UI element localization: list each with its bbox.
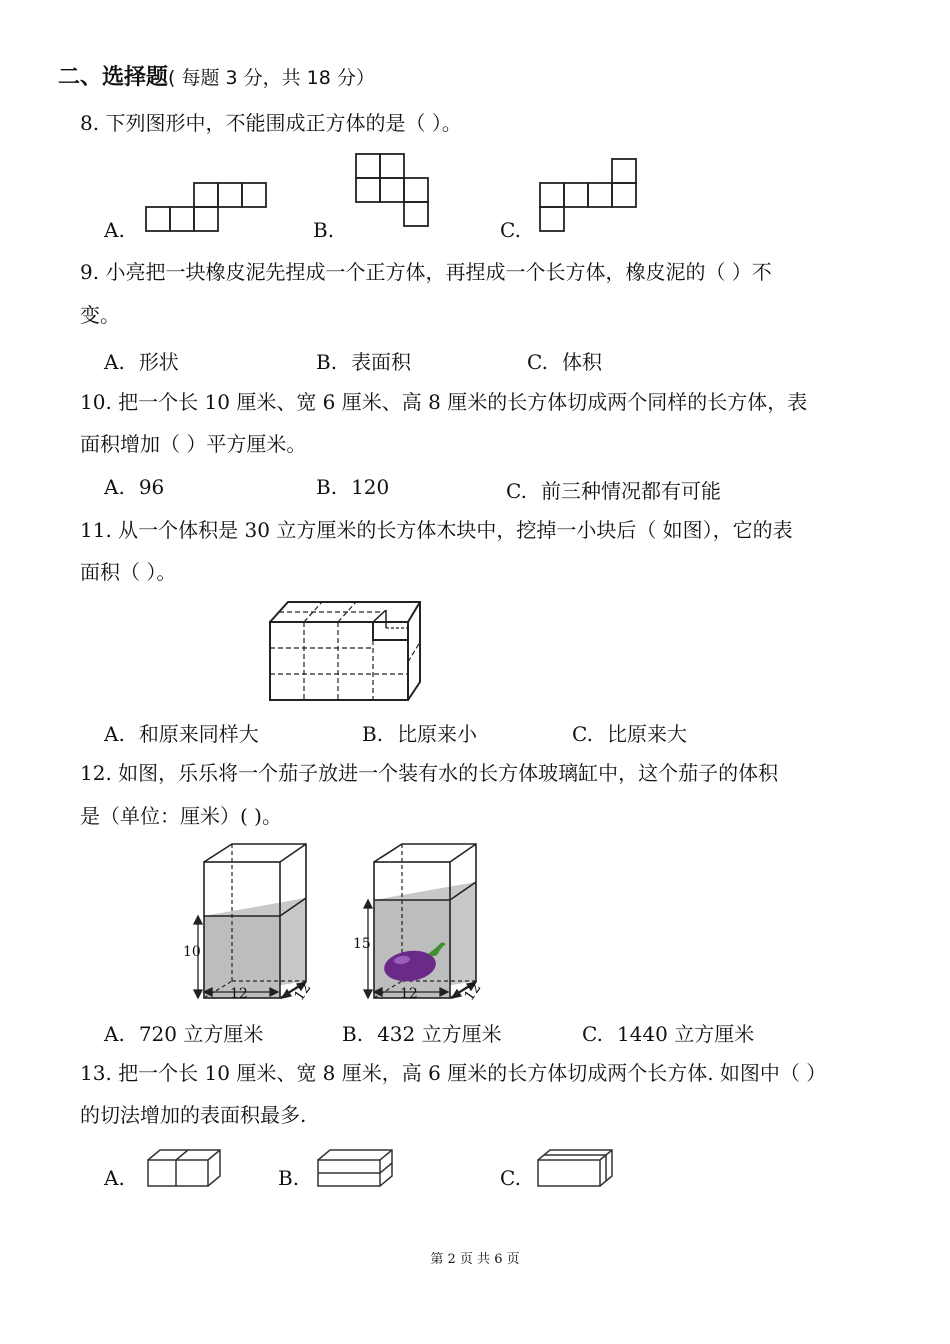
q13-cut-a bbox=[146, 1148, 224, 1190]
q8-net-b bbox=[354, 152, 430, 230]
q8-option-a-label: A. bbox=[104, 218, 125, 242]
section-title bbox=[58, 60, 375, 91]
question-10-line1: 10. 把一个长 10 厘米、宽 6 厘米、高 8 厘米的长方体切成两个同样的长方体，表 bbox=[80, 390, 808, 414]
tank-1-height-label: 10 bbox=[183, 944, 201, 960]
q8-option-b-label: B. bbox=[313, 218, 335, 242]
tank-1-width-label: 12 bbox=[291, 980, 315, 1004]
q13-option-a-label: A. bbox=[104, 1166, 125, 1190]
q9-option-a: A. 形状 bbox=[104, 350, 179, 374]
q10-option-a: A. 96 bbox=[104, 475, 165, 499]
question-12-line1: 12. 如图，乐乐将一个茄子放进一个装有水的长方体玻璃缸中，这个茄子的体积 bbox=[80, 761, 779, 785]
q13-cut-c bbox=[536, 1148, 616, 1190]
section-note: ( 每题 3 分，共 18 分） bbox=[168, 67, 375, 89]
page-footer: 第 2 页 共 6 页 bbox=[430, 1252, 520, 1267]
q9-option-c: C. 体积 bbox=[527, 350, 602, 374]
tank-2-width-label: 12 bbox=[461, 980, 485, 1004]
q10-option-c: C. 前三种情况都有可能 bbox=[506, 479, 721, 503]
q8-net-c bbox=[538, 157, 638, 237]
section-title-text: 二、选择题 bbox=[58, 65, 169, 90]
q13-cut-b bbox=[316, 1148, 396, 1190]
q9-option-b: B. 表面积 bbox=[316, 350, 412, 374]
question-13-line2: 的切法增加的表面积最多. bbox=[80, 1103, 307, 1127]
question-13-line1: 13. 把一个长 10 厘米、宽 8 厘米，高 6 厘米的长方体切成两个长方体. 如图中（ ） bbox=[80, 1061, 827, 1085]
question-9-line2: 变。 bbox=[80, 303, 120, 327]
q12-option-a: A. 720 立方厘米 bbox=[104, 1022, 264, 1046]
q10-option-b: B. 120 bbox=[316, 475, 390, 499]
q11-option-c: C. 比原来大 bbox=[572, 722, 687, 746]
question-9-line1: 9. 小亮把一块橡皮泥先捏成一个正方体，再捏成一个长方体，橡皮泥的（ ）不 bbox=[80, 260, 772, 284]
tank-1-length-label: 12 bbox=[230, 986, 248, 1002]
q11-option-a: A. 和原来同样大 bbox=[104, 722, 259, 746]
q12-option-b: B. 432 立方厘米 bbox=[342, 1022, 502, 1046]
q13-option-b-label: B. bbox=[278, 1166, 300, 1190]
q11-cuboid-figure bbox=[266, 598, 426, 704]
question-11-line1: 11. 从一个体积是 30 立方厘米的长方体木块中，挖掉一小块后（ 如图），它的表 bbox=[80, 518, 793, 542]
q12-option-c: C. 1440 立方厘米 bbox=[582, 1022, 755, 1046]
tank-2-height-label: 15 bbox=[353, 936, 371, 952]
question-8: 8. 下列图形中，不能围成正方体的是（ ）。 bbox=[80, 111, 462, 135]
q8-net-a bbox=[144, 182, 268, 234]
q11-option-b: B. 比原来小 bbox=[362, 722, 478, 746]
q13-option-c-label: C. bbox=[500, 1166, 521, 1190]
question-10-line2: 面积增加（ ）平方厘米。 bbox=[80, 432, 307, 456]
question-11-line2: 面积（ ）。 bbox=[80, 560, 177, 584]
tank-2-length-label: 12 bbox=[400, 986, 418, 1002]
q8-option-c-label: C. bbox=[500, 218, 521, 242]
question-12-line2: 是（单位：厘米）( )。 bbox=[80, 804, 282, 828]
